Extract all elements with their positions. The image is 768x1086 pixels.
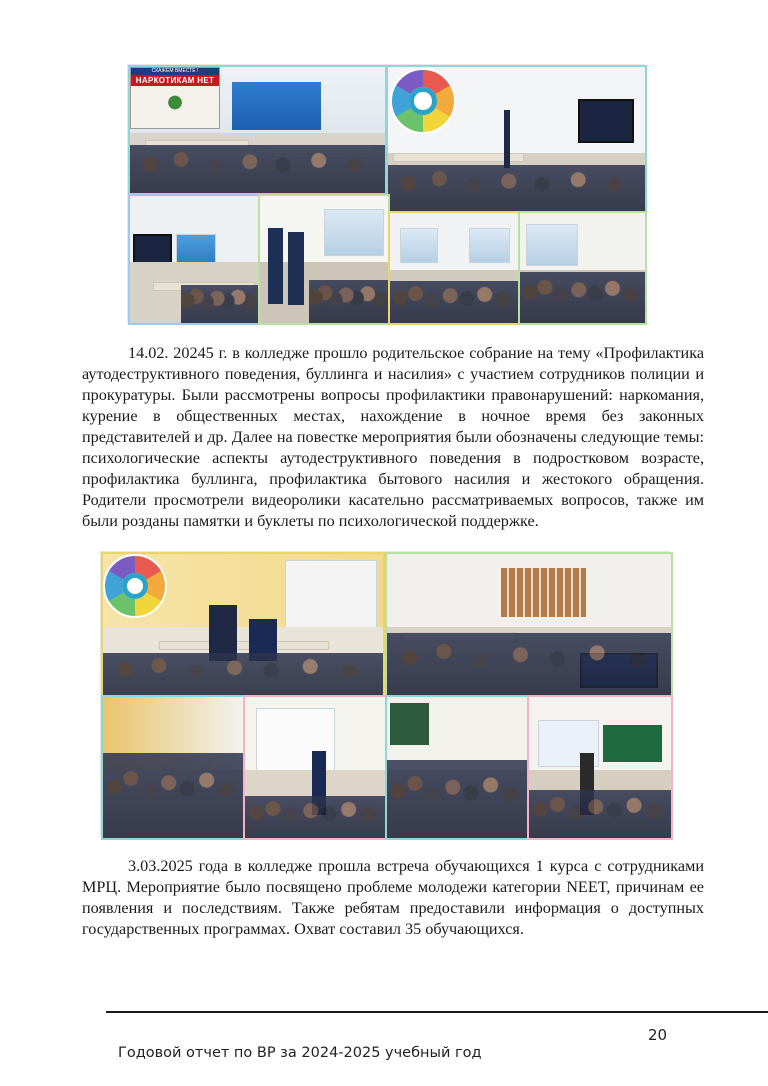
- photo-audience-wide: [388, 211, 520, 325]
- bottom-photo-collage: [100, 551, 670, 837]
- photo-hall-audience: [101, 695, 245, 840]
- top-photo-collage: [127, 64, 644, 322]
- photo-speaker-at-board: [243, 695, 387, 840]
- anti-drug-poster: [130, 67, 220, 129]
- photo-presenter-projector: [527, 695, 673, 840]
- program-wheel-logo: [390, 68, 456, 134]
- parent-meeting-paragraph: [82, 343, 704, 532]
- photo-classroom-listeners: [385, 695, 529, 840]
- poster-top-label: СКАЖЕМ ВМЕСТЕ !: [131, 68, 219, 75]
- photo-classroom-screen: [128, 194, 260, 325]
- page-number: 20: [648, 1026, 668, 1044]
- footer-divider: [106, 1011, 768, 1013]
- program-wheel-logo-small: [103, 554, 167, 618]
- photo-speakers-standing: [258, 194, 390, 325]
- photo-parents-in-classroom: [385, 552, 673, 697]
- parent-meeting-text: 14.02. 20245 г. в колледже прошло родительское собрание на тему «Профилактика аутодеструктивного поведения, буллинга и насилия» с участием сотрудников полиции и прокуратуры. Были рассмотрены вопросы профилактики правонарушений: наркомания, курение в общественных местах, нахождение в ночное время без законных представителей и др. Далее на повестке мероприятия были обозначены следующие темы: психологические аспекты аутодеструктивного поведения в подростковом возрасте, профилактика буллинга, профилактика бытового насилия и жестокого обращения. Родители просмотрели видеоролики касательно рассматриваемых вопросов, также им были розданы памятки и буклеты по психологической поддержке.: [82, 344, 704, 530]
- neet-meeting-text: 3.03.2025 года в колледже прошла встреча обучающихся 1 курса с сотрудниками МРЦ. Мероприятие было посвящено проблеме молодежи категории NEET, причинам ее появления и последствиям. Также ребятам предоставили информация о доступных государственных программах. Охват составил 35 обучающихся.: [82, 857, 704, 938]
- footer-report-title: Годовой отчет по ВР за 2024-2025 учебный год: [118, 1045, 482, 1061]
- neet-meeting-paragraph: [82, 856, 704, 940]
- cannabis-leaf-icon: [162, 92, 188, 113]
- photo-guests-front-row: [518, 211, 647, 325]
- poster-headline: НАРКОТИКАМ НЕТ: [131, 75, 219, 86]
